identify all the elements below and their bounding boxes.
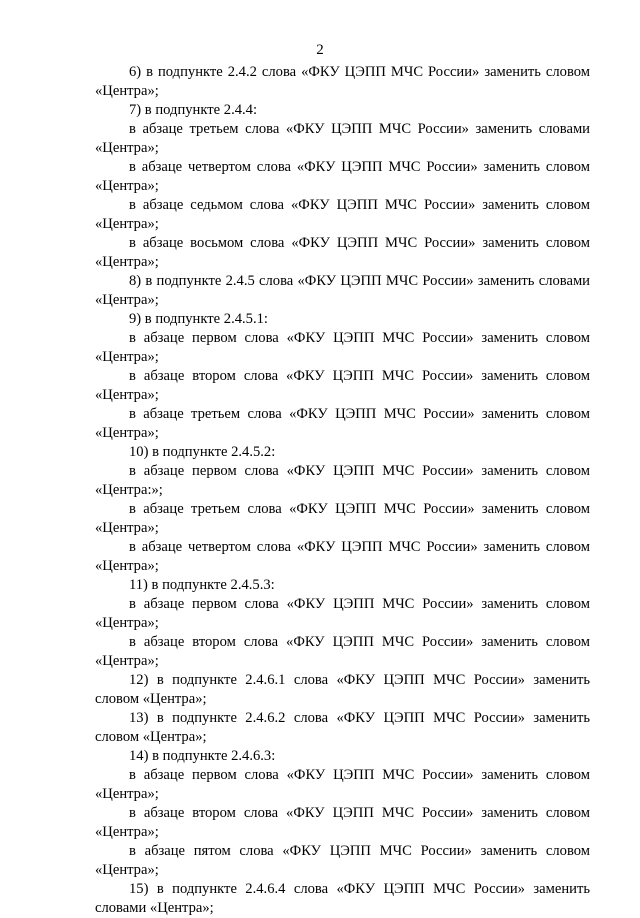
paragraph: в абзаце пятом слова «ФКУ ЦЭПП МЧС России» заменить словом «Центра»; xyxy=(95,843,590,878)
paragraph: в абзаце четвертом слова «ФКУ ЦЭПП МЧС России» заменить словом «Центра»; xyxy=(95,539,590,574)
paragraph: в абзаце восьмом слова «ФКУ ЦЭПП МЧС России» заменить словом «Центра»; xyxy=(95,235,590,270)
paragraph: 10) в подпункте 2.4.5.2: xyxy=(129,444,276,460)
paragraph: 12) в подпункте 2.4.6.1 слова «ФКУ ЦЭПП МЧС России» заменить словом «Центра»; xyxy=(95,672,590,707)
paragraph: в абзаце втором слова «ФКУ ЦЭПП МЧС России» заменить словом «Центра»; xyxy=(95,368,590,403)
paragraph: в абзаце первом слова «ФКУ ЦЭПП МЧС России» заменить словом «Центра»; xyxy=(95,596,590,631)
page-number: 2 xyxy=(316,42,324,58)
paragraph: в абзаце втором слова «ФКУ ЦЭПП МЧС России» заменить словом «Центра»; xyxy=(95,634,590,669)
paragraph: в абзаце третьем слова «ФКУ ЦЭПП МЧС России» заменить словом «Центра»; xyxy=(95,406,590,441)
paragraph: 8) в подпункте 2.4.5 слова «ФКУ ЦЭПП МЧС России» заменить словами «Центра»; xyxy=(95,273,590,308)
paragraph: 15) в подпункте 2.4.6.4 слова «ФКУ ЦЭПП МЧС России» заменить словами «Центра»; xyxy=(95,881,590,916)
paragraph: в абзаце втором слова «ФКУ ЦЭПП МЧС России» заменить словом «Центра»; xyxy=(95,805,590,840)
paragraph: 11) в подпункте 2.4.5.3: xyxy=(129,577,275,593)
paragraph: в абзаце четвертом слова «ФКУ ЦЭПП МЧС России» заменить словом «Центра»; xyxy=(95,159,590,194)
paragraph: в абзаце первом слова «ФКУ ЦЭПП МЧС России» заменить словом «Центра»; xyxy=(95,330,590,365)
paragraph: 14) в подпункте 2.4.6.3: xyxy=(129,748,276,764)
paragraph: в абзаце седьмом слова «ФКУ ЦЭПП МЧС России» заменить словом «Центра»; xyxy=(95,197,590,232)
paragraph: 13) в подпункте 2.4.6.2 слова «ФКУ ЦЭПП МЧС России» заменить словом «Центра»; xyxy=(95,710,590,745)
paragraph: в абзаце первом слова «ФКУ ЦЭПП МЧС России» заменить словом «Центра:»; xyxy=(95,463,590,498)
paragraph: 6) в подпункте 2.4.2 слова «ФКУ ЦЭПП МЧС России» заменить словом «Центра»; xyxy=(95,64,590,99)
paragraph: в абзаце первом слова «ФКУ ЦЭПП МЧС России» заменить словом «Центра»; xyxy=(95,767,590,802)
document-body xyxy=(95,63,590,918)
paragraph: 7) в подпункте 2.4.4: xyxy=(129,102,258,118)
paragraph: в абзаце третьем слова «ФКУ ЦЭПП МЧС России» заменить словом «Центра»; xyxy=(95,501,590,536)
paragraph: 9) в подпункте 2.4.5.1: xyxy=(129,311,268,327)
paragraph: в абзаце третьем слова «ФКУ ЦЭПП МЧС России» заменить словами «Центра»; xyxy=(95,121,590,156)
